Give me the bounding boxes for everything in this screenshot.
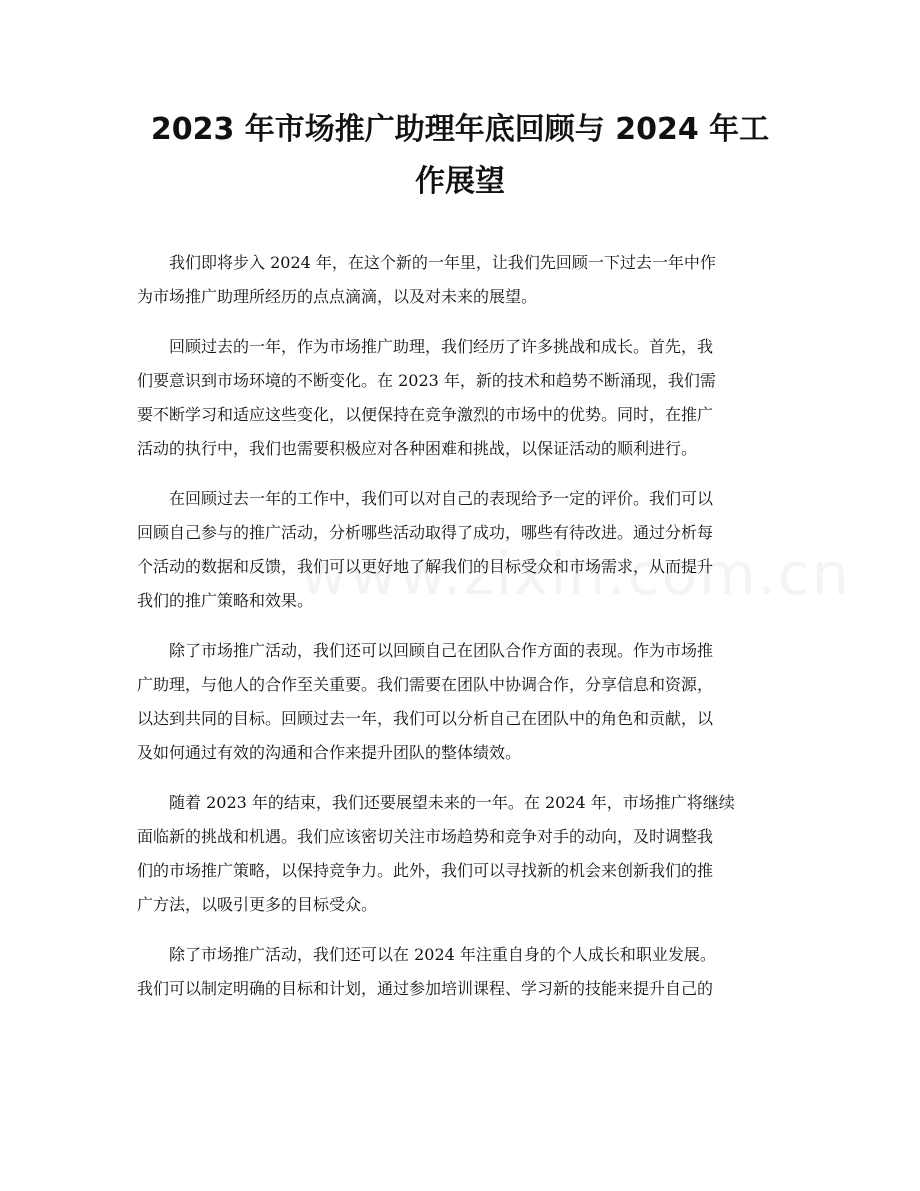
title-line-1: 2023 年市场推广助理年底回顾与 2024 年工 <box>150 112 770 147</box>
paragraph-line: 个活动的数据和反馈，我们可以更好地了解我们的目标受众和市场需求，从而提升 <box>137 557 714 576</box>
paragraph-line: 要不断学习和适应这些变化，以便保持在竞争激烈的市场中的优势。同时，在推广 <box>137 405 714 424</box>
document-body <box>137 246 785 1022</box>
paragraph-line: 除了市场推广活动，我们还可以在 2024 年注重自身的个人成长和职业发展。 <box>169 945 716 964</box>
paragraph-line: 广方法，以吸引更多的目标受众。 <box>137 895 378 914</box>
paragraph-line: 面临新的挑战和机遇。我们应该密切关注市场趋势和竞争对手的动向，及时调整我 <box>137 827 714 846</box>
paragraph-line: 以达到共同的目标。回顾过去一年，我们可以分析自己在团队中的角色和贡献，以 <box>137 709 714 728</box>
title-line-2: 作展望 <box>415 164 505 199</box>
paragraph-5 <box>137 786 785 922</box>
paragraph-6 <box>137 938 785 1006</box>
paragraph-line: 们要意识到市场环境的不断变化。在 2023 年，新的技术和趋势不断涌现，我们需 <box>137 371 716 390</box>
paragraph-line: 我们可以制定明确的目标和计划，通过参加培训课程、学习新的技能来提升自己的 <box>137 979 714 998</box>
paragraph-line: 我们即将步入 2024 年，在这个新的一年里，让我们先回顾一下过去一年中作 <box>169 253 716 272</box>
paragraph-line: 广助理，与他人的合作至关重要。我们需要在团队中协调合作，分享信息和资源， <box>137 675 714 694</box>
paragraph-line: 活动的执行中，我们也需要积极应对各种困难和挑战，以保证活动的顺利进行。 <box>137 439 698 458</box>
paragraph-4 <box>137 634 785 770</box>
paragraph-line: 回顾自己参与的推广活动，分析哪些活动取得了成功，哪些有待改进。通过分析每 <box>137 523 714 542</box>
paragraph-2 <box>137 330 785 466</box>
paragraph-line: 除了市场推广活动，我们还可以回顾自己在团队合作方面的表现。作为市场推 <box>169 641 714 660</box>
paragraph-line: 我们的推广策略和效果。 <box>137 591 314 610</box>
paragraph-1 <box>137 246 785 314</box>
paragraph-line: 及如何通过有效的沟通和合作来提升团队的整体绩效。 <box>137 743 522 762</box>
paragraph-line: 回顾过去的一年，作为市场推广助理，我们经历了许多挑战和成长。首先，我 <box>169 337 714 356</box>
paragraph-3 <box>137 482 785 618</box>
paragraph-line: 为市场推广助理所经历的点点滴滴，以及对未来的展望。 <box>137 287 538 306</box>
document-title <box>0 104 920 208</box>
paragraph-line: 随着 2023 年的结束，我们还要展望未来的一年。在 2024 年，市场推广将继续 <box>169 793 735 812</box>
paragraph-line: 们的市场推广策略，以保持竞争力。此外，我们可以寻找新的机会来创新我们的推 <box>137 861 714 880</box>
paragraph-line: 在回顾过去一年的工作中，我们可以对自己的表现给予一定的评价。我们可以 <box>169 489 714 508</box>
